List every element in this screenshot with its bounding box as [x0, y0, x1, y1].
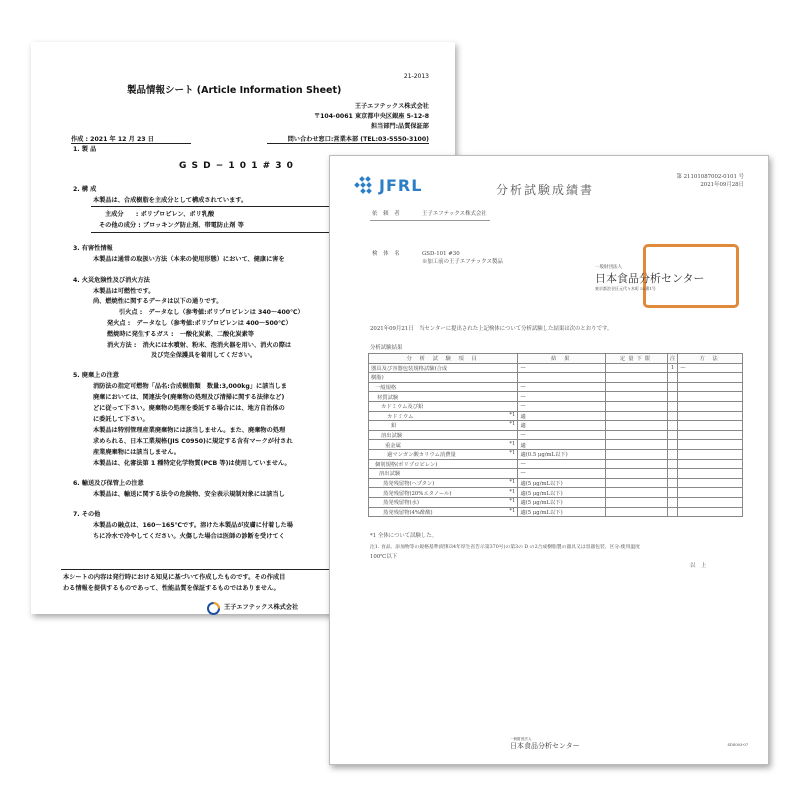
cell-item: 器具及び容器包装規格試験(合成 [369, 363, 518, 373]
footnote-mark: *1 [509, 498, 516, 505]
cell-limit [606, 363, 668, 373]
table-row [369, 488, 743, 498]
sec3-line: 本製品は通常の取扱い方法（本来の使用形態）において、健康に害を [93, 256, 285, 263]
report-title: 分析試験成績書 [496, 183, 595, 197]
section-5-heading: 5. 廃棄上の注意 [73, 372, 119, 379]
cell-method [678, 392, 743, 402]
footer-code: SDS003-07 [727, 743, 748, 747]
cell-result [518, 373, 606, 383]
org-prefix: 一般財団法人 [595, 265, 622, 270]
table-row [369, 382, 743, 392]
results-heading: 分析試験結果 [370, 345, 403, 351]
footer-line: 本シートの内容は発行時における知見に基づいて作成したものです。その作成目 [63, 574, 286, 581]
sec5-line: 本製品は、化審法第 1 種特定化学物質(PCB 等)は使用していません。 [93, 460, 291, 467]
footnote-mark: *1 [509, 440, 516, 447]
footer-org: 日本食品分析センター [510, 742, 580, 750]
cell-method [678, 459, 743, 469]
cell-limit [606, 507, 668, 517]
cell-item: 蒸発残留物(20%エタノール) *1 [369, 488, 518, 498]
cell-result: — [518, 469, 606, 479]
company-name: 王子エフテックス株式会社 [354, 103, 429, 110]
cell-note [667, 440, 677, 450]
sec5-line: 産業廃棄物には該当しません。 [93, 449, 180, 456]
sec5-line: どに従って下さい。廃棄物の処理を委託する場合には、地方自治体の [93, 405, 285, 412]
cell-result: 適 [518, 440, 606, 450]
section-1-heading: 1. 製 品 [73, 146, 97, 153]
cell-limit [606, 401, 668, 411]
table-header-row [369, 354, 743, 364]
contact-underline [267, 143, 429, 144]
cell-result: 適(5 μg/mL以下) [518, 507, 606, 517]
table-row [369, 507, 743, 517]
cell-result: 適(5 μg/mL以下) [518, 488, 606, 498]
header-item: 分 析 試 験 項 目 [369, 354, 518, 364]
org-address: 東京都渋谷区元代々木町 52番1号 [595, 286, 656, 291]
cell-result: — [518, 363, 606, 373]
section-4-heading: 4. 火災危険性及び消火方法 [73, 277, 150, 284]
sec5-line: 廃棄においては、関連法令(廃棄物の処理及び清掃に関する法律など) [93, 394, 285, 401]
table-row [369, 401, 743, 411]
table-row [369, 469, 743, 479]
cell-item: 蒸発残留物(4%酢酸) *1 [369, 507, 518, 517]
cell-result: 適(5 μg/mL以下) [518, 497, 606, 507]
table-row [369, 373, 743, 383]
cell-result: — [518, 430, 606, 440]
footnote-mark: *1 [509, 411, 516, 418]
sample-label: 検 体 名 [372, 251, 402, 257]
cell-limit [606, 421, 668, 431]
jfrl-logo-text: JFRL [379, 176, 423, 195]
cell-method: — [678, 363, 743, 373]
header-result: 結 果 [518, 354, 606, 364]
header-method: 方 法 [678, 354, 743, 364]
sample-line: GSD-101 #30 [422, 251, 460, 257]
client-underline [370, 220, 490, 221]
doc-code: 21-2013 [403, 73, 429, 80]
sec2-rule-bottom [91, 232, 331, 233]
contact: 問い合わせ窓口:営業本部 (TEL:03-5550-3100) [287, 136, 429, 143]
section-6-heading: 6. 輸送及び保管上の注意 [73, 480, 144, 487]
cell-note [667, 449, 677, 459]
cell-item: 鉛 *1 [369, 421, 518, 431]
intro-text: 2021年09月21日 当センターに提出された上記検体について分析試験した結果は次のとおりです。 [370, 326, 613, 332]
cell-note [667, 488, 677, 498]
cell-method [678, 440, 743, 450]
footnote: *1 全体について試験した。 [370, 533, 438, 539]
cell-result: 適(0.5 μg/mL以下) [518, 449, 606, 459]
footnote-mark: *1 [509, 450, 516, 457]
cell-item: 重金属 *1 [369, 440, 518, 450]
cell-note: 1 [667, 363, 677, 373]
cell-method [678, 421, 743, 431]
analysis-report-sheet [329, 155, 769, 765]
footnote: 注1. 食品、添加物等の規格基準(昭和34年厚生省告示第370号)の第3の D の2合成樹脂製の器具又は容器包装、区分:使用温度 [370, 545, 640, 550]
cell-limit [606, 382, 668, 392]
cell-result: — [518, 382, 606, 392]
cell-note [667, 421, 677, 431]
cell-note [667, 382, 677, 392]
cell-note [667, 411, 677, 421]
cell-result: — [518, 401, 606, 411]
section-2-heading: 2. 構 成 [73, 186, 97, 193]
sec2-line: その他の成分 : ブロッキング防止剤、帯電防止剤 等 [99, 222, 244, 229]
cell-note [667, 469, 677, 479]
cell-note [667, 401, 677, 411]
date-underline [71, 143, 191, 144]
cell-item: 蒸発残留物(ヘプタン) *1 [369, 478, 518, 488]
cell-limit [606, 497, 668, 507]
results-table [368, 353, 743, 517]
cell-method [678, 478, 743, 488]
cell-item: カドミウム *1 [369, 411, 518, 421]
section-7-heading: 7. その他 [73, 511, 101, 518]
sec2-rule [91, 206, 331, 207]
sec4-line: 消火方法 : 消火には水噴射、粉末、泡消火器を用い、消火の際は [107, 342, 292, 349]
report-date: 2021年09月28日 [700, 182, 744, 188]
footer-company: 王子エフテックス株式会社 [224, 604, 299, 611]
table-row [369, 449, 743, 459]
cell-result: 適 [518, 411, 606, 421]
cell-limit [606, 440, 668, 450]
sec4-line: 本製品は可燃性です。 [93, 288, 155, 295]
cell-method [678, 401, 743, 411]
cell-item: 材質試験 [369, 392, 518, 402]
cell-method [678, 373, 743, 383]
cell-item: 溶出試験 [369, 430, 518, 440]
sec5-line: 求められる、日本工業規格(JIS C0950)に規定する含有マークが付され [93, 438, 293, 445]
client-label: 依 頼 者 [372, 211, 402, 217]
sec4-line: 尚、燃焼性に関するデータは以下の通りです。 [93, 298, 223, 305]
cell-note [667, 478, 677, 488]
cell-item: 過マンガン酸カリウム消費量 *1 [369, 449, 518, 459]
cell-method [678, 382, 743, 392]
footer-line: わる情報を提供するものであって、性能品質を保証するものではありません。 [63, 585, 280, 592]
cell-item: 樹脂) [369, 373, 518, 383]
sample-line: ※加工前の王子エフテックス製品 [422, 259, 503, 265]
sec5-line: 本製品は特別管理産業廃棄物には該当しません。また、廃棄物の処理 [93, 427, 286, 434]
footer-prefix: 一般財団法人 [510, 737, 532, 741]
sec2-line: 主成分 : ポリプロピレン、ポリ乳酸 [105, 211, 215, 218]
cell-method [678, 497, 743, 507]
table-row [369, 392, 743, 402]
sec2-line: 本製品は、合成樹脂を主成分として構成されています。 [93, 197, 248, 204]
report-number: 第 21101087002-0101 号 [676, 174, 744, 180]
cell-note [667, 497, 677, 507]
sec4-line: 発火点 : データなし（参考値:ポリプロピレンは 400〜500℃） [107, 320, 292, 327]
cell-method [678, 469, 743, 479]
cell-note [667, 459, 677, 469]
cell-note [667, 373, 677, 383]
cell-note [667, 507, 677, 517]
table-row [369, 478, 743, 488]
company-logo-icon [207, 602, 220, 615]
table-row [369, 363, 743, 373]
cell-note [667, 392, 677, 402]
table-row [369, 459, 743, 469]
cell-method [678, 411, 743, 421]
cell-limit [606, 430, 668, 440]
sec4-line: 燃焼時に発生するガス : 一酸化炭素、二酸化炭素等 [107, 331, 254, 338]
cell-method [678, 488, 743, 498]
sec4-line: 引火点 : データなし（参考値:ポリプロピレンは 340〜400℃） [119, 309, 304, 316]
cell-result: 適(5 μg/mL以下) [518, 478, 606, 488]
company-address: 〒104-0061 東京都中央区銀座 5-12-8 [313, 113, 429, 120]
created-date: 作成 : 2021 年 12 月 23 日 [71, 136, 154, 143]
department: 担当部門:品質保証部 [370, 123, 429, 130]
footnote-mark: *1 [509, 421, 516, 428]
org-name: 日本食品分析センター [595, 272, 705, 285]
cell-limit [606, 392, 668, 402]
cell-method [678, 430, 743, 440]
cell-limit [606, 469, 668, 479]
sheet-title: 製品情報シート (Article Information Sheet) [127, 85, 342, 96]
cell-result: 適 [518, 421, 606, 431]
cell-limit [606, 411, 668, 421]
cell-item: 溶出試験 [369, 469, 518, 479]
cell-method [678, 449, 743, 459]
results-table-body [369, 363, 743, 517]
jfrl-logo-icon [352, 176, 378, 196]
cell-limit [606, 488, 668, 498]
cell-item: 蒸発残留物(水) *1 [369, 497, 518, 507]
cell-item: 個別規格(ポリプロピレン) [369, 459, 518, 469]
cell-result: — [518, 392, 606, 402]
table-row [369, 497, 743, 507]
table-row [369, 440, 743, 450]
header-note: 注 [667, 354, 677, 364]
section-3-heading: 3. 有害性情報 [73, 245, 113, 252]
footnote-mark: *1 [509, 488, 516, 495]
cell-note [667, 430, 677, 440]
table-row [369, 411, 743, 421]
cell-limit [606, 459, 668, 469]
cell-method [678, 507, 743, 517]
footnote-mark: *1 [509, 507, 516, 514]
footnote-mark: *1 [509, 479, 516, 486]
cell-limit [606, 373, 668, 383]
cell-limit [606, 449, 668, 459]
sec4-line: 及び完全保護具を着用してください。 [151, 352, 257, 359]
sec7-line: ちに冷水で冷やしてください。火傷した場合は医師の診断を受けてく [93, 533, 285, 540]
sec6-line: 本製品は、輸送に関する法令の危険物、安全表示規制対象には該当し [93, 491, 285, 498]
cell-item: カドミウム及び鉛 [369, 401, 518, 411]
cell-limit [606, 478, 668, 488]
end-mark: 以 上 [690, 563, 707, 569]
cell-result: — [518, 459, 606, 469]
sec5-line: に委託して下さい。 [93, 416, 149, 423]
footnote: 100℃以下 [370, 554, 398, 560]
table-row [369, 421, 743, 431]
client-name: 王子エフテックス株式会社 [422, 211, 487, 217]
sec5-line: 消防法の指定可燃物「品名:合成樹脂類 数量:3,000kg」に該当しま [93, 383, 287, 390]
product-code: G S D − 1 0 1 # 3 0 [179, 161, 294, 171]
sec7-line: 本製品の融点は、160〜165℃です。溶けた本製品が皮膚に付着した場 [93, 522, 293, 529]
table-row [369, 430, 743, 440]
cell-item: 一般規格 [369, 382, 518, 392]
header-limit: 定量下限 [606, 354, 668, 364]
